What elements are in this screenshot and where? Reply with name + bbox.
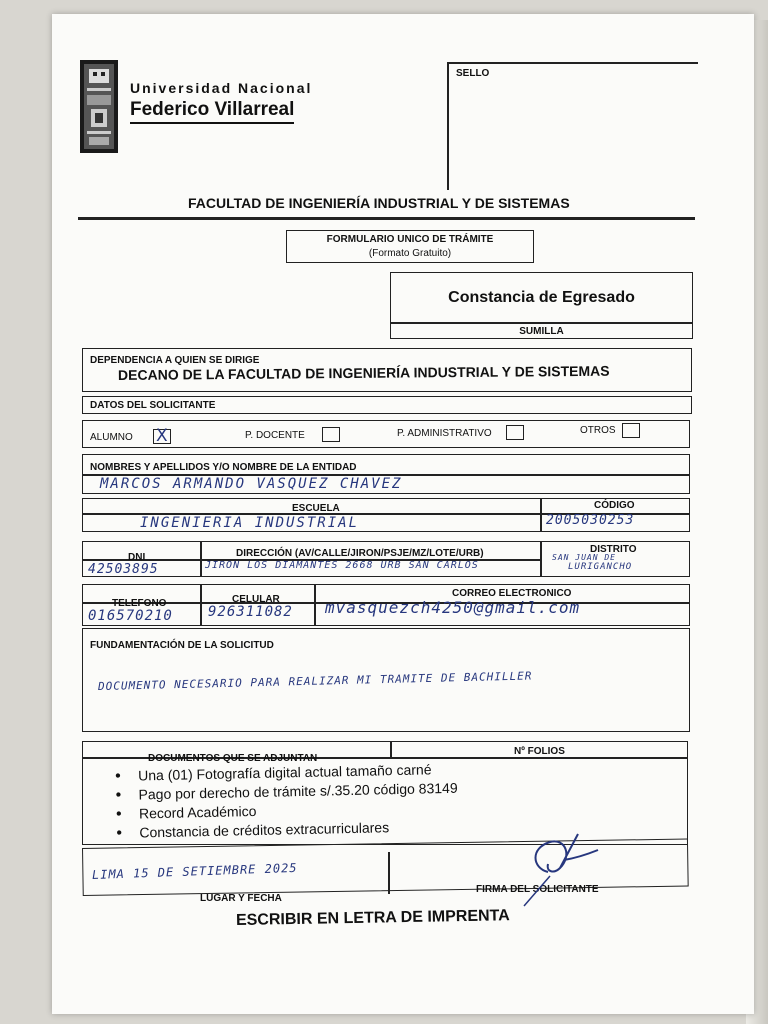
distrito-value-line2[interactable]: LURIGANCHO bbox=[568, 562, 633, 572]
correo-value[interactable]: mvasquezch4250@gmail.com bbox=[325, 598, 581, 617]
escuela-codigo-divider bbox=[540, 498, 542, 532]
sumilla-value: Constancia de Egresado bbox=[448, 289, 635, 306]
solicitante-label: DATOS DEL SOLICITANTE bbox=[90, 400, 216, 411]
documento-item: • Pago por derecho de trámite s/.35.20 código 83149 bbox=[112, 779, 457, 805]
distrito-divider bbox=[540, 541, 542, 577]
form-title: FORMULARIO UNICO DE TRÁMITE bbox=[326, 234, 494, 245]
dependencia-value: DECANO DE LA FACULTAD DE INGENIERÍA INDUSTRIAL Y DE SISTEMAS bbox=[117, 362, 610, 383]
option-alumno-checkbox[interactable] bbox=[153, 426, 171, 446]
fundamentacion-value[interactable]: DOCUMENTO NECESARIO PARA REALIZAR MI TRAMITE DE BACHILLER bbox=[97, 669, 533, 693]
celular-label: CELULAR bbox=[232, 594, 280, 605]
form-subtitle: (Formato Gratuito) bbox=[368, 248, 452, 259]
firma-divider bbox=[388, 852, 390, 894]
distrito-value-line1[interactable]: SAN JUAN DE bbox=[552, 553, 616, 562]
dependencia-label: DEPENDENCIA A QUIEN SE DIRIGE bbox=[90, 355, 260, 366]
lugar-fecha-value[interactable]: LIMA 15 DE SETIEMBRE 2025 bbox=[91, 860, 298, 882]
correo-label: CORREO ELECTRONICO bbox=[452, 588, 572, 599]
dni-divider bbox=[200, 541, 202, 577]
sumilla-label: SUMILLA bbox=[519, 326, 564, 337]
faculty-underline bbox=[78, 217, 695, 220]
documentos-list bbox=[112, 760, 459, 843]
option-alumno-label: ALUMNO bbox=[90, 432, 133, 443]
distrito-label: DISTRITO bbox=[590, 544, 637, 555]
documento-item: • Constancia de créditos extracurriculares bbox=[113, 817, 458, 843]
folios-divider bbox=[390, 741, 392, 757]
folios-label: Nº FOLIOS bbox=[514, 746, 565, 757]
option-administrativo-checkbox[interactable] bbox=[506, 425, 524, 440]
option-administrativo-label: P. ADMINISTRATIVO bbox=[397, 428, 492, 439]
university-logo bbox=[80, 60, 118, 153]
codigo-label: CÓDIGO bbox=[594, 500, 635, 511]
documento-item: • Una (01) Fotografía digital actual tamaño carné bbox=[112, 760, 457, 786]
faculty-title: FACULTAD DE INGENIERÍA INDUSTRIAL Y DE SISTEMAS bbox=[188, 195, 570, 211]
direccion-label: DIRECCIÓN (AV/CALLE/JIRON/PSJE/MZ/LOTE/URB) bbox=[236, 548, 484, 559]
celular-divider bbox=[314, 584, 316, 626]
lugar-fecha-label: LUGAR Y FECHA bbox=[200, 893, 282, 904]
nombres-value[interactable]: MARCOS ARMANDO VASQUEZ CHAVEZ bbox=[100, 476, 403, 492]
sumilla-divider bbox=[390, 322, 693, 324]
sello-label: SELLO bbox=[456, 68, 490, 79]
telefono-value[interactable]: 016570210 bbox=[88, 608, 173, 624]
codigo-value[interactable]: 2005030253 bbox=[546, 513, 635, 528]
footer-note: ESCRIBIR EN LETRA DE IMPRENTA bbox=[235, 907, 510, 929]
sello-box-left bbox=[447, 62, 449, 190]
telefono-divider bbox=[200, 584, 202, 626]
option-docente-checkbox[interactable] bbox=[322, 427, 340, 442]
direccion-value[interactable]: JIRON LOS DIAMANTES 2668 URB SAN CARLOS bbox=[205, 560, 479, 571]
university-name-line2: Federico Villarreal bbox=[130, 99, 294, 124]
sello-box-top bbox=[447, 62, 698, 64]
telefono-label: TELEFONO bbox=[112, 598, 167, 609]
escuela-value[interactable]: INGENIERIA INDUSTRIAL bbox=[140, 515, 360, 531]
option-otros-label: OTROS bbox=[580, 425, 616, 436]
dni-value[interactable]: 42503895 bbox=[88, 562, 159, 577]
university-name-line1: Universidad Nacional bbox=[130, 80, 313, 96]
fundamentacion-label: FUNDAMENTACIÓN DE LA SOLICITUD bbox=[90, 640, 274, 651]
option-docente-label: P. DOCENTE bbox=[245, 430, 305, 441]
documentos-label: DOCUMENTOS QUE SE ADJUNTAN bbox=[148, 753, 318, 764]
escuela-label: ESCUELA bbox=[292, 503, 340, 514]
firma-label: FIRMA DEL SOLICITANTE bbox=[476, 884, 599, 895]
signature-image bbox=[520, 828, 610, 908]
celular-value[interactable]: 926311082 bbox=[208, 604, 293, 620]
dni-label: DNI bbox=[128, 552, 146, 563]
checkmark-x-icon: X bbox=[156, 426, 168, 446]
nombres-label: NOMBRES Y APELLIDOS Y/O NOMBRE DE LA ENTIDAD bbox=[90, 462, 357, 473]
option-otros-checkbox[interactable] bbox=[622, 423, 640, 438]
documento-item: • Record Académico bbox=[113, 798, 458, 824]
